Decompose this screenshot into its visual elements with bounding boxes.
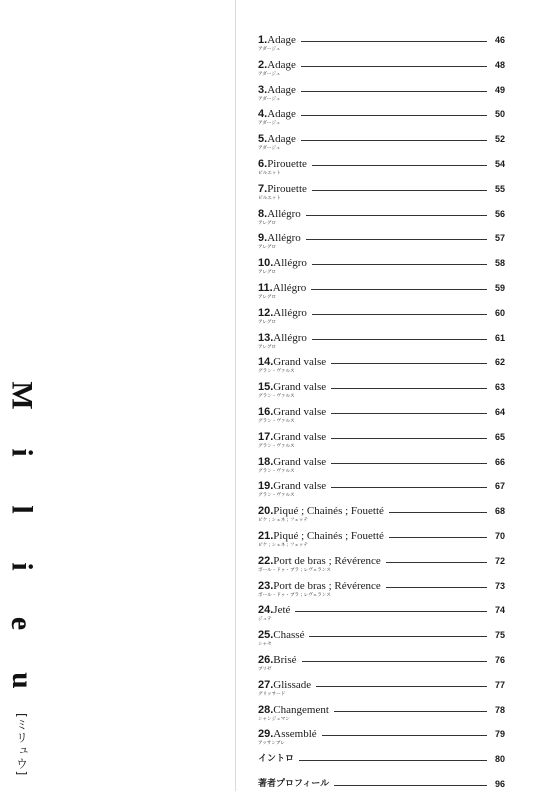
toc-entry-row (258, 703, 505, 717)
toc-entry[interactable] (258, 727, 505, 752)
toc-entry[interactable] (258, 157, 505, 182)
toc-page-number: 46 (494, 35, 505, 45)
toc-entry[interactable] (258, 479, 505, 504)
table-of-contents (258, 33, 505, 802)
toc-page-number: 66 (494, 456, 505, 467)
toc-entry-number: 12. (258, 306, 274, 319)
title-char: i (6, 562, 39, 571)
toc-entry-reading: ポール・ドゥ・ブラ ; レヴェランス (258, 592, 331, 598)
toc-leader-line (331, 438, 487, 439)
toc-entry-row (258, 405, 505, 419)
toc-entry[interactable] (258, 256, 505, 281)
toc-entry-row (258, 554, 505, 568)
toc-entry-row (258, 603, 505, 617)
toc-entry-number: 23. (258, 579, 274, 592)
toc-page-number: 61 (494, 332, 505, 343)
toc-entry-title: Brisé (273, 653, 297, 666)
toc-entry-row (258, 504, 505, 518)
toc-entry-number: 1. (258, 34, 268, 46)
toc-entry-number: 25. (258, 629, 274, 642)
toc-entry[interactable] (258, 182, 505, 207)
toc-entry-row (258, 355, 505, 369)
toc-entry-title: Grand valse (273, 405, 327, 418)
toc-page-number: 76 (494, 654, 505, 665)
toc-entry[interactable] (258, 529, 505, 554)
toc-entry[interactable] (258, 355, 505, 380)
toc-entry-row (258, 83, 505, 97)
toc-leader-line (331, 463, 487, 464)
toc-entry-title: Allégro (273, 331, 307, 344)
toc-entry-title: Grand valse (273, 430, 327, 443)
toc-page-number: 74 (494, 605, 505, 616)
toc-entry-reading: アダージュ (258, 146, 281, 152)
toc-page-number: 73 (494, 580, 505, 591)
toc-entry-row (258, 727, 505, 741)
toc-entry-title: Changement (273, 703, 329, 716)
toc-entry[interactable] (258, 207, 505, 232)
toc-page-number: 64 (494, 406, 505, 417)
toc-entry[interactable] (258, 752, 505, 777)
toc-entry-row (258, 455, 505, 469)
toc-entry-row (258, 628, 505, 642)
toc-page-number: 60 (494, 307, 505, 318)
toc-page-number: 63 (494, 382, 505, 393)
title-char: l (6, 505, 39, 514)
toc-entry-number: 9. (258, 232, 268, 245)
toc-entry-number: 26. (258, 653, 274, 666)
toc-entry-row (258, 107, 505, 121)
toc-entry[interactable] (258, 603, 505, 628)
toc-page-number: 72 (494, 555, 505, 566)
toc-entry-title: Grand valse (273, 381, 327, 394)
toc-entry-number: 20. (258, 505, 274, 518)
toc-entry-number: 5. (258, 133, 268, 146)
toc-entry-reading: ポール・ドゥ・ブラ ; レヴェランス (258, 567, 331, 573)
toc-leader-line (312, 264, 487, 265)
toc-page-number: 57 (494, 233, 505, 244)
toc-entry-reading: アッサンブレ (258, 741, 285, 747)
toc-entry-number: 2. (258, 58, 268, 71)
toc-entry[interactable] (258, 58, 505, 83)
toc-entry-row (258, 33, 505, 47)
toc-entry-number: 24. (258, 604, 274, 617)
toc-entry-reading: アダージュ (258, 96, 281, 102)
toc-page-number: 96 (494, 778, 505, 789)
toc-entry-title: Grand valse (273, 480, 327, 493)
toc-entry-reading: グラン・ヴァルス (258, 369, 295, 375)
toc-entry-reading: アレグロ (258, 270, 277, 276)
toc-entry-reading: アレグロ (258, 220, 277, 226)
toc-entry-title: Adage (267, 108, 296, 121)
toc-leader-line (299, 760, 487, 761)
toc-entry-title: Adage (267, 34, 296, 46)
toc-entry-row (258, 58, 505, 72)
toc-entry-title: Grand valse (273, 455, 327, 468)
toc-entry[interactable] (258, 455, 505, 480)
toc-entry-number: 3. (258, 83, 268, 96)
toc-entry-title: Pirouette (267, 157, 307, 170)
toc-entry[interactable] (258, 653, 505, 678)
toc-leader-line (312, 339, 487, 340)
toc-leader-line (306, 239, 487, 240)
toc-entry[interactable] (258, 777, 505, 802)
toc-page-number: 58 (494, 258, 505, 269)
toc-entry-number: 27. (258, 678, 274, 691)
toc-entry-title: Jeté (273, 604, 291, 617)
toc-entry-reading: グラン・ヴァルス (258, 443, 295, 449)
toc-leader-line (306, 215, 487, 216)
toc-entry-number: 15. (258, 381, 274, 394)
toc-entry-reading: ピルエット (258, 170, 281, 176)
toc-page-number: 50 (494, 109, 505, 120)
toc-entry-title: Piqué ; Chainés ; Fouetté (273, 505, 384, 518)
toc-entry-title: Adage (267, 83, 296, 96)
toc-entry[interactable] (258, 703, 505, 728)
toc-entry[interactable] (258, 380, 505, 405)
toc-page-number: 59 (494, 282, 505, 293)
toc-entry[interactable] (258, 281, 505, 306)
toc-entry-row (258, 579, 505, 593)
title-char: e (5, 616, 39, 631)
toc-entry-number: 16. (258, 405, 274, 418)
toc-leader-line (301, 41, 487, 42)
toc-entry-reading: グラン・ヴァルス (258, 468, 295, 474)
toc-entry-row (258, 430, 505, 444)
toc-entry[interactable] (258, 504, 505, 529)
toc-entry[interactable] (258, 678, 505, 703)
toc-entry-row (258, 752, 505, 766)
toc-entry-number: 14. (258, 356, 274, 369)
column-divider (235, 0, 236, 791)
toc-leader-line (334, 785, 487, 786)
title-reading: [ミリュウ] (14, 713, 29, 777)
toc-leader-line (301, 91, 487, 92)
toc-leader-line (312, 190, 487, 191)
toc-page-number: 52 (494, 134, 505, 145)
toc-entry-number: 7. (258, 182, 268, 195)
toc-entry-reading: アダージュ (258, 71, 281, 77)
toc-entry-number: 18. (258, 455, 274, 468)
toc-entry-title: Allégro (272, 281, 307, 294)
toc-page-number: 56 (494, 208, 505, 219)
title-char: M (5, 381, 39, 410)
toc-leader-line (331, 487, 487, 488)
toc-page-number: 55 (494, 183, 505, 194)
toc-entry-number: 10. (258, 257, 274, 270)
toc-entry-reading: グラン・ヴァルス (258, 493, 295, 499)
toc-entry-title: 著者プロフィール (258, 778, 330, 789)
toc-entry-row (258, 678, 505, 692)
toc-entry-title: Grand valse (273, 356, 327, 369)
toc-page-number: 54 (494, 158, 505, 169)
toc-leader-line (331, 413, 487, 414)
toc-leader-line (312, 314, 487, 315)
toc-page-number: 77 (494, 679, 505, 690)
toc-entry-title: Port de bras ; Révérence (273, 579, 381, 592)
toc-entry-number: 22. (258, 554, 274, 567)
toc-entry[interactable] (258, 132, 505, 157)
toc-entry[interactable] (258, 33, 505, 58)
toc-page-number: 68 (494, 506, 505, 517)
toc-entry-row (258, 182, 505, 196)
toc-entry-reading: アダージュ (258, 47, 281, 52)
toc-entry-reading: グラン・ヴァルス (258, 418, 295, 424)
toc-entry-row (258, 653, 505, 667)
toc-entry-row (258, 256, 505, 270)
toc-entry[interactable] (258, 628, 505, 653)
toc-entry-row (258, 777, 505, 791)
toc-entry-title: Adage (267, 133, 296, 146)
toc-entry[interactable] (258, 83, 505, 108)
toc-page-number: 67 (494, 481, 505, 492)
toc-page-number: 49 (494, 84, 505, 95)
toc-entry-title: Port de bras ; Révérence (273, 554, 381, 567)
toc-entry-reading: アダージュ (258, 121, 281, 127)
toc-entry-reading: アレグロ (258, 245, 277, 251)
toc-entry-title: Chassé (273, 629, 305, 642)
toc-leader-line (309, 636, 487, 637)
toc-entry-reading: シャンジュマン (258, 716, 290, 722)
toc-entry-reading: アレグロ (258, 319, 277, 325)
toc-entry-title: Glissade (273, 678, 312, 691)
toc-entry-reading: ピケ ; シェネ ; フェッテ (258, 518, 308, 524)
toc-leader-line (295, 611, 487, 612)
toc-leader-line (301, 66, 487, 67)
toc-entry[interactable] (258, 331, 505, 356)
toc-page-number: 78 (494, 704, 505, 715)
toc-entry-title: Allégro (273, 306, 307, 319)
toc-entry-title: Adage (267, 58, 296, 71)
title-char: i (6, 448, 39, 457)
toc-page-number: 75 (494, 630, 505, 641)
toc-entry-reading: アレグロ (258, 344, 277, 350)
toc-entry-title: Allégro (267, 232, 301, 245)
toc-page-number: 70 (494, 530, 505, 541)
toc-entry-number: 11. (258, 281, 273, 294)
toc-leader-line (316, 686, 487, 687)
toc-page-number: 80 (494, 754, 505, 765)
toc-entry-row (258, 132, 505, 146)
toc-entry[interactable] (258, 430, 505, 455)
toc-entry-title: イントロ (258, 754, 295, 765)
toc-entry-row (258, 207, 505, 221)
toc-leader-line (386, 587, 487, 588)
toc-leader-line (322, 735, 487, 736)
toc-entry-row (258, 529, 505, 543)
toc-entry[interactable] (258, 554, 505, 579)
toc-entry-row (258, 157, 505, 171)
toc-entry[interactable] (258, 579, 505, 604)
toc-entry-reading: ピルエット (258, 195, 281, 201)
toc-entry-number: 4. (258, 108, 268, 121)
toc-entry-reading: ジュテ (258, 617, 272, 623)
toc-entry-number: 13. (258, 331, 274, 344)
toc-page-number: 62 (494, 357, 505, 368)
toc-leader-line (389, 537, 487, 538)
toc-entry-number: 6. (258, 157, 268, 170)
toc-entry-reading: ピケ ; シェネ ; フェッテ (258, 542, 308, 548)
toc-leader-line (302, 661, 487, 662)
toc-leader-line (334, 711, 487, 712)
toc-entry-title: Allégro (273, 257, 307, 270)
toc-entry-row (258, 479, 505, 493)
vertical-title (2, 367, 42, 776)
toc-leader-line (389, 512, 487, 513)
toc-page-number: 79 (494, 729, 505, 740)
toc-leader-line (301, 140, 487, 141)
toc-entry-number: 21. (258, 529, 274, 542)
toc-entry-row (258, 231, 505, 245)
toc-entry-title: Pirouette (267, 182, 307, 195)
toc-leader-line (331, 363, 487, 364)
toc-entry[interactable] (258, 231, 505, 256)
toc-entry[interactable] (258, 306, 505, 331)
toc-entry-row (258, 380, 505, 394)
toc-entry-number: 19. (258, 480, 274, 493)
toc-entry-reading: グラン・ヴァルス (258, 394, 295, 400)
toc-entry-row (258, 306, 505, 320)
toc-entry-row (258, 331, 505, 345)
toc-entry-reading: アレグロ (258, 294, 277, 300)
toc-page-number: 65 (494, 431, 505, 442)
toc-leader-line (331, 388, 487, 389)
toc-entry-number: 17. (258, 430, 274, 443)
toc-leader-line (312, 165, 487, 166)
toc-entry-title: Piqué ; Chainés ; Fouetté (273, 529, 384, 542)
toc-entry[interactable] (258, 405, 505, 430)
toc-leader-line (386, 562, 487, 563)
toc-entry-reading: シャセ (258, 642, 272, 648)
toc-leader-line (311, 289, 487, 290)
toc-entry-title: Assemblé (273, 728, 317, 741)
toc-page-number: 48 (494, 59, 505, 70)
toc-entry[interactable] (258, 107, 505, 132)
toc-leader-line (301, 115, 487, 116)
toc-entry-number: 8. (258, 207, 268, 220)
toc-entry-number: 28. (258, 703, 274, 716)
toc-entry-title: Allégro (267, 207, 301, 220)
title-char: u (6, 672, 39, 689)
toc-entry-reading: グリッサード (258, 691, 286, 697)
toc-entry-row (258, 281, 505, 295)
toc-entry-reading: ブリゼ (258, 666, 272, 672)
toc-entry-number: 29. (258, 728, 274, 741)
